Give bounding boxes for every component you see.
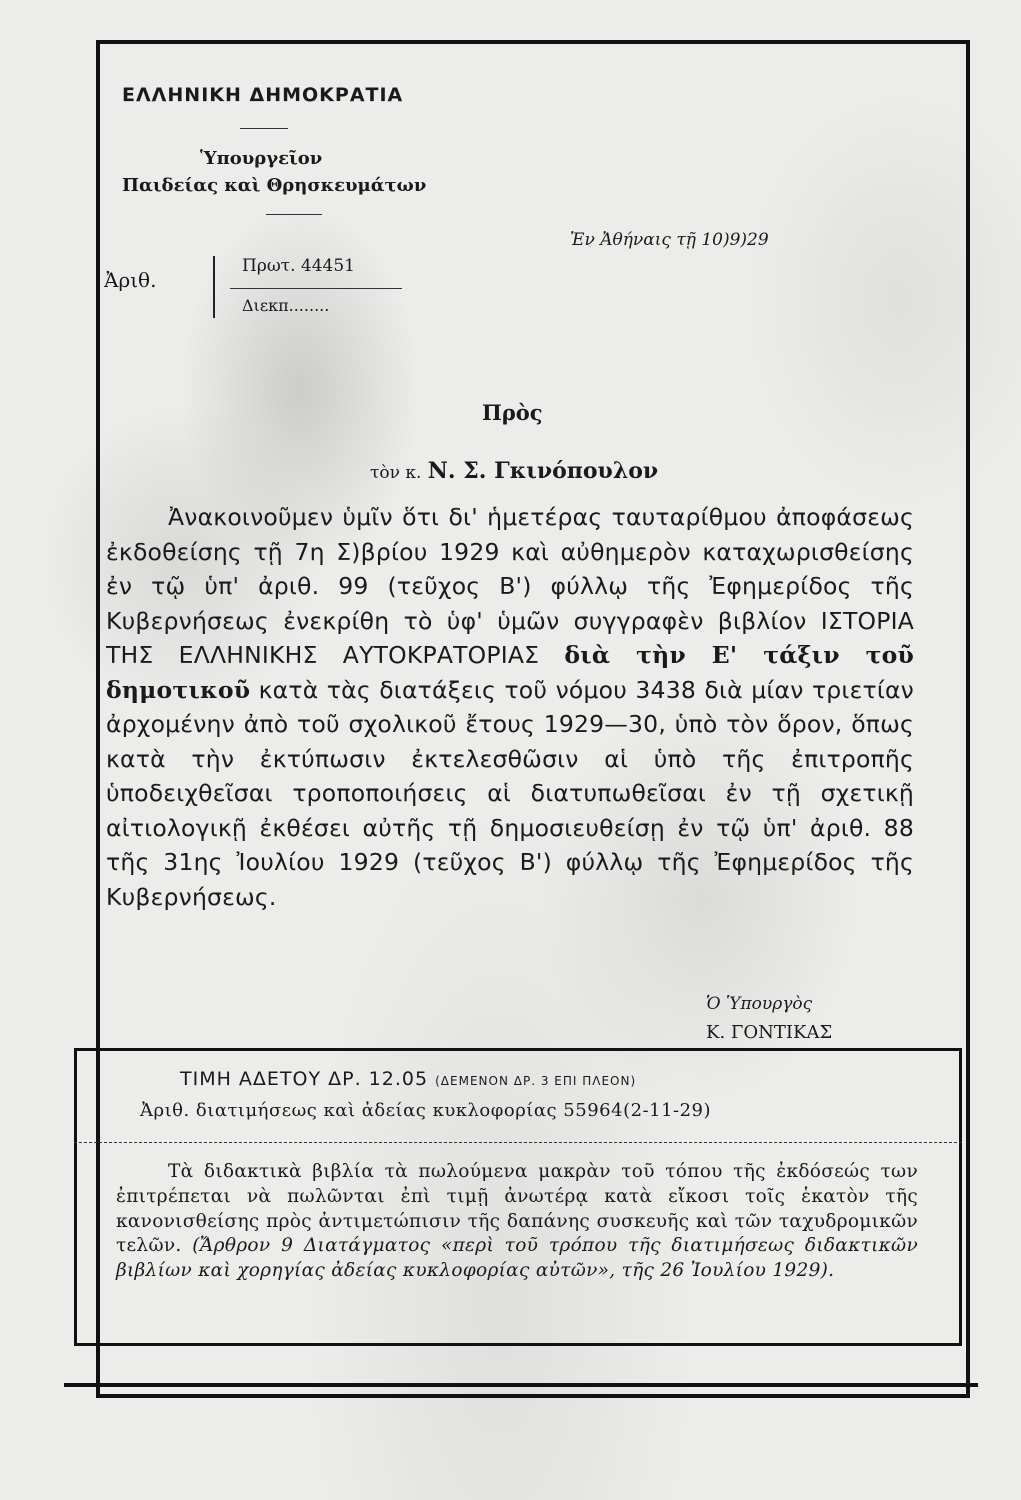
permit-line: Ἀριθ. διατιμήσεως καὶ ἀδείας κυκλοφορίας 55964(2-11-29) [140, 1100, 712, 1121]
notice-text: Τὰ διδακτικὰ βιβλία τὰ πωλούμενα μακρὰν τοῦ τόπου τῆς ἐκδόσεώς των ἐπιτρέπεται νὰ πωλῶνται ἐπὶ τιμῇ ἀνωτέρᾳ κατὰ εἴκοσι τοῖς ἑκατὸν τῆς κανονισθείσης πρὸς ἀντιμετώπισιν τῆς δαπάνης συσκευῆς καὶ τῶν ταχυδρομικῶν τελῶν. [116, 1161, 918, 1257]
protocol-number: Πρωτ. 44451 [242, 256, 355, 276]
notice-citation: (Ἄρθρον 9 Διατάγματος «περὶ τοῦ τρόπου τῆς διατιμήσεως διδακτικῶν βιβλίων καὶ χορηγίας ἀδείας κυκλοφορίας αὐτῶν», τῆς 26 Ἰουλίου 1929). [116, 1235, 918, 1282]
signer-name: Κ. ΓΟΝΤΙΚΑΣ [706, 1022, 833, 1043]
price-notice [116, 1160, 918, 1284]
price-box-divider [74, 1142, 962, 1143]
header-divider [240, 128, 288, 129]
protocol-divider [230, 288, 402, 289]
price-bound: (ΔΕΜΕΝΟΝ ΔΡ. 3 ΕΠΙ ΠΛΕΟΝ) [435, 1074, 637, 1088]
number-bracket [203, 256, 215, 318]
letter-body-part-2: κατὰ τὰς διατάξεις τοῦ νόμου 3438 διὰ μίαν τριετίαν ἀρχομένην ἀπὸ τοῦ σχολικοῦ ἔτους 1929—30, ὑπὸ τὸν ὅρον, ὅπως κατὰ τὴν ἐκτύπωσιν ἐκτελεσθῶσιν αἱ ὑπὸ τῆς ἐπιτροπῆς ὑποδειχθεῖσαι τροποποιήσεις αἱ διατυπωθεῖσαι ἐν τῇ σχετικῇ αἰτιολογικῇ ἐκθέσει αὐτῆς τῇ δημοσιευθείσῃ ἐν τῷ ὑπ' ἀριθ. 88 τῆς 31ης Ἰουλίου 1929 (τεῦχος Β') φύλλῳ τῆς Ἐφημερίδος τῆς Κυβερνήσεως. [106, 675, 914, 911]
recipient-line [370, 458, 658, 484]
recipient-prefix: τὸν κ. [370, 463, 422, 483]
ministry-divider [266, 214, 322, 215]
number-label: Ἀριθ. [104, 268, 157, 292]
ministry-line-1: Ὑπουργεῖον [200, 148, 323, 169]
diekp-number: Διεκπ........ [242, 296, 330, 315]
place-date: Ἐν Ἀθήναις τῇ 10)9)29 [570, 230, 769, 250]
signer-title: Ὁ Ὑπουργὸς [706, 994, 813, 1014]
recipient-name: Ν. Σ. Γκινόπουλον [427, 458, 659, 484]
ministry-line-2: Παιδείας καὶ Θρησκευμάτων [122, 175, 427, 196]
pros-heading: Πρὸς [482, 400, 543, 425]
bottom-rule [64, 1383, 978, 1387]
price-line [180, 1068, 636, 1090]
letter-body-part-1: Ἀνακοινοῦμεν ὑμῖν ὅτι δι' ἡμετέρας ταυταρίθμου ἀποφάσεως ἐκδοθείσης τῇ 7η Σ)βρίου 1929 καὶ αὐθημερὸν καταχωρισθείσης ἐν τῷ ὑπ' ἀριθ. 99 (τεῦχος Β') φύλλῳ τῆς Ἐφημερίδος τῆς Κυβερνήσεως ἐνεκρίθη τὸ ὑφ' ὑμῶν συγγραφὲν βιβλίον ΙΣΤΟΡΙΑ ΤΗΣ ΕΛΛΗΝΙΚΗΣ ΑΥΤΟΚΡΑΤΟΡΙΑΣ [106, 503, 914, 669]
price-main: ΤΙΜΗ ΑΔΕΤΟΥ ΔΡ. 12.05 [180, 1068, 429, 1090]
republic-heading: ΕΛΛΗΝΙΚΗ ΔΗΜΟΚΡΑΤΙΑ [122, 84, 404, 106]
letter-body [106, 500, 914, 914]
letter-body-bold: διὰ τὴν Ε' τάξιν τοῦ δημοτικοῦ [106, 641, 915, 704]
